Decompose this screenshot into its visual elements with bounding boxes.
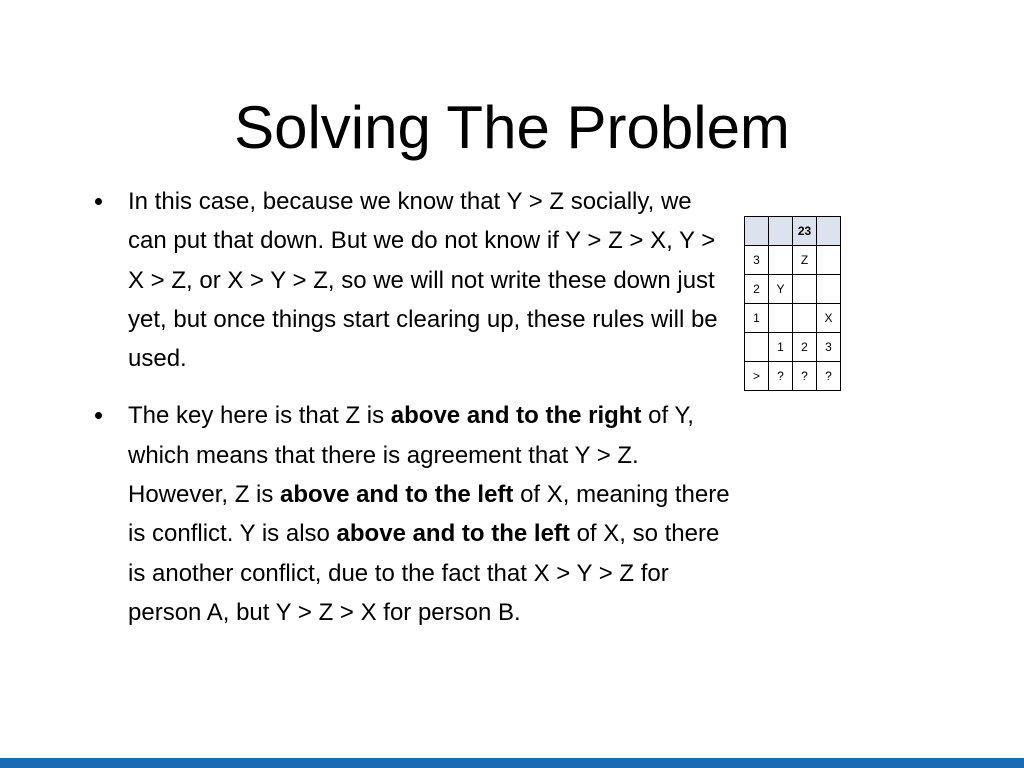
grid-cell: 3 bbox=[745, 246, 769, 275]
footer-bar bbox=[0, 758, 1024, 768]
grid-cell: > bbox=[745, 362, 769, 391]
bullet-list bbox=[92, 182, 732, 632]
bullet-dot-icon bbox=[95, 412, 102, 419]
grid-cell bbox=[745, 217, 769, 246]
bullet-dot-icon bbox=[95, 198, 102, 205]
grid-cell: 2 bbox=[793, 333, 817, 362]
bullet-item bbox=[92, 396, 732, 632]
grid-row bbox=[745, 217, 841, 246]
grid-cell bbox=[817, 217, 841, 246]
grid-cell: ? bbox=[793, 362, 817, 391]
grid-cell bbox=[745, 333, 769, 362]
grid-cell: X bbox=[817, 304, 841, 333]
grid-row bbox=[745, 333, 841, 362]
grid-cell bbox=[817, 246, 841, 275]
grid-row bbox=[745, 275, 841, 304]
grid-cell bbox=[769, 217, 793, 246]
grid-cell bbox=[793, 304, 817, 333]
grid-cell bbox=[769, 246, 793, 275]
grid-row bbox=[745, 304, 841, 333]
grid-cell: 1 bbox=[769, 333, 793, 362]
grid-cell: 2 bbox=[745, 275, 769, 304]
slide-title: Solving The Problem bbox=[234, 94, 790, 161]
grid-row bbox=[745, 362, 841, 391]
bullet-text: The key here is that Z is above and to the right of Y, which means that there is agreement that Y > Z. However, Z is above and to the left of X, meaning there is conflict. Y is also above and to the left of X, so there is another conflict, due to the fact that X > Y > Z for person A, but Y > Z > X for person B. bbox=[128, 402, 730, 626]
grid-cell: ? bbox=[769, 362, 793, 391]
bullet-item bbox=[92, 182, 732, 378]
grid-cell: Y bbox=[769, 275, 793, 304]
grid-cell bbox=[793, 275, 817, 304]
grid-cell: ? bbox=[817, 362, 841, 391]
grid-cell bbox=[769, 304, 793, 333]
bullet-text: In this case, because we know that Y > Z socially, we can put that down. But we do not know if Y > Z > X, Y > X > Z, or X > Y > Z, so we will not write these down just yet, but once things start clearing up, these rules will be used. bbox=[128, 188, 718, 373]
grid-cell: 23 bbox=[793, 217, 817, 246]
preference-grid bbox=[744, 216, 841, 391]
grid-cell: 1 bbox=[745, 304, 769, 333]
grid-cell: 3 bbox=[817, 333, 841, 362]
grid-cell: Z bbox=[793, 246, 817, 275]
grid-row bbox=[745, 246, 841, 275]
grid-cell bbox=[817, 275, 841, 304]
